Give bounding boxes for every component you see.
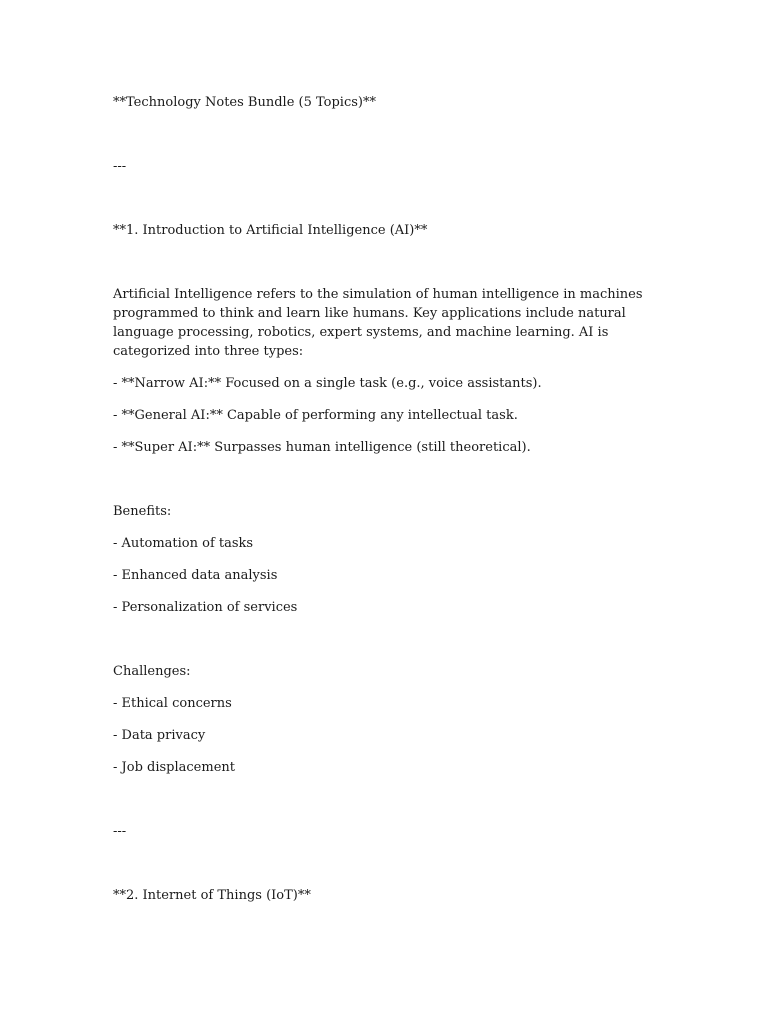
ai-type-super: - **Super AI:** Surpasses human intelligence (still theoretical). [113, 440, 531, 455]
ai-type-general: - **General AI:** Capable of performing any intellectual task. [113, 408, 518, 423]
challenge-item: - Ethical concerns [113, 696, 232, 711]
separator: --- [113, 824, 127, 839]
challenges-label: Challenges: [113, 664, 191, 679]
document-title: **Technology Notes Bundle (5 Topics)** [113, 95, 376, 110]
section-heading-iot: **2. Internet of Things (IoT)** [113, 888, 311, 903]
benefit-item: - Enhanced data analysis [113, 568, 278, 583]
benefits-label: Benefits: [113, 504, 172, 519]
section-heading-ai: **1. Introduction to Artificial Intelligence (AI)** [113, 223, 428, 238]
ai-intro-paragraph: Artificial Intelligence refers to the simulation of human intelligence in machines programmed to think and learn like humans. Key applications include natural language processing, robotics, expert systems, and machine learning. AI is categorized into three types: [113, 287, 643, 359]
benefit-item: - Automation of tasks [113, 536, 254, 551]
separator: --- [113, 159, 127, 174]
ai-type-narrow: - **Narrow AI:** Focused on a single task (e.g., voice assistants). [113, 376, 542, 391]
benefit-item: - Personalization of services [113, 600, 298, 615]
challenge-item: - Data privacy [113, 728, 206, 743]
challenge-item: - Job displacement [113, 760, 235, 775]
